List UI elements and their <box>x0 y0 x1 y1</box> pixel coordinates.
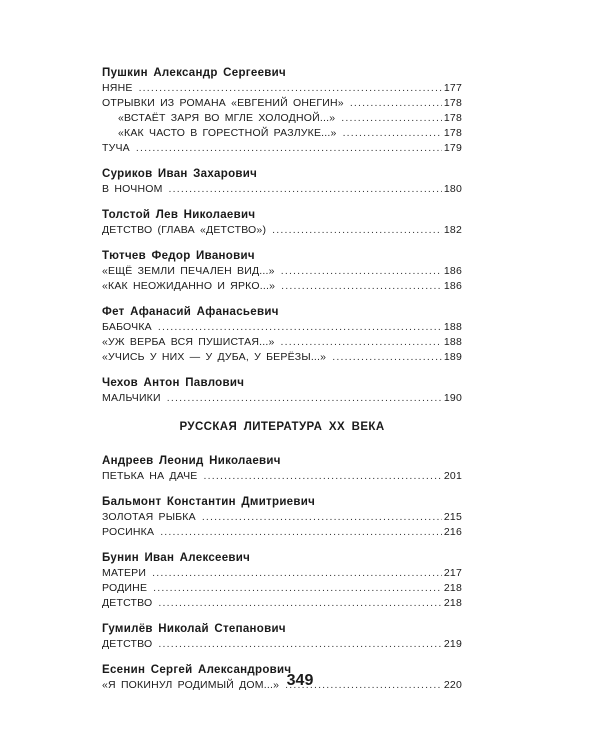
dot-leader <box>152 566 442 581</box>
author-block <box>102 305 462 365</box>
work-page-number: 201 <box>443 470 462 482</box>
toc-entry[interactable] <box>102 637 462 652</box>
work-title: МАЛЬЧИКИ <box>102 392 161 404</box>
author-block <box>102 495 462 540</box>
author-name: Пушкин Александр Сергеевич <box>102 67 286 79</box>
work-title: «УЧИСЬ У НИХ — У ДУБА, У БЕРЁЗЫ...» <box>102 351 327 363</box>
work-page-number: 180 <box>443 183 462 195</box>
toc-entry[interactable] <box>102 469 462 484</box>
author-name: Толстой Лев Николаевич <box>102 209 256 221</box>
work-page-number: 218 <box>443 582 462 594</box>
dot-leader <box>153 581 442 596</box>
work-title: БАБОЧКА <box>102 321 152 333</box>
author-block <box>102 249 462 294</box>
dot-leader <box>136 141 442 156</box>
work-title: ДЕТСТВО (ГЛАВА «ДЕТСТВО») <box>102 224 267 236</box>
toc-entry[interactable] <box>102 596 462 611</box>
work-title: ЗОЛОТАЯ РЫБКА <box>102 511 196 523</box>
toc-entry[interactable] <box>102 81 462 96</box>
toc-entry[interactable] <box>102 182 462 197</box>
work-title: ТУЧА <box>102 142 130 154</box>
toc-group-20th-century <box>102 454 462 693</box>
work-title: «ЕЩЁ ЗЕМЛИ ПЕЧАЛЕН ВИД...» <box>102 265 275 277</box>
dot-leader <box>158 320 442 335</box>
work-page-number: 189 <box>443 351 462 363</box>
toc-entry[interactable] <box>102 96 462 111</box>
toc-entry[interactable] <box>102 279 462 294</box>
toc-entry[interactable] <box>102 320 462 335</box>
author-name: Чехов Антон Павлович <box>102 377 245 389</box>
dot-leader <box>204 469 442 484</box>
dot-leader <box>158 596 441 611</box>
work-page-number: 177 <box>443 82 462 94</box>
dot-leader <box>202 510 442 525</box>
toc-entry[interactable] <box>102 223 462 238</box>
dot-leader <box>160 525 442 540</box>
dot-leader <box>272 223 442 238</box>
author-name: Бунин Иван Алексеевич <box>102 552 251 564</box>
author-name: Бальмонт Константин Дмитриевич <box>102 496 316 508</box>
author-block <box>102 208 462 238</box>
toc-entry[interactable] <box>102 510 462 525</box>
work-page-number: 182 <box>443 224 462 236</box>
work-page-number: 220 <box>443 679 462 691</box>
author-name: Суриков Иван Захарович <box>102 168 258 180</box>
dot-leader <box>343 126 442 141</box>
work-page-number: 178 <box>443 127 462 139</box>
toc-entry[interactable] <box>102 566 462 581</box>
work-page-number: 216 <box>443 526 462 538</box>
toc-entry[interactable] <box>102 350 462 365</box>
author-name: Тютчев Федор Иванович <box>102 250 255 262</box>
toc-entry[interactable] <box>102 391 462 406</box>
dot-leader <box>281 279 442 294</box>
toc-entry[interactable] <box>102 111 462 126</box>
work-page-number: 188 <box>443 336 462 348</box>
author-block <box>102 454 462 484</box>
work-title: «КАК НЕОЖИДАННО И ЯРКО...» <box>102 280 276 292</box>
work-title: ДЕТСТВО <box>102 638 153 650</box>
dot-leader <box>167 391 442 406</box>
author-block <box>102 66 462 156</box>
work-title: «УЖ ВЕРБА ВСЯ ПУШИСТАЯ...» <box>102 336 275 348</box>
work-page-number: 178 <box>443 97 462 109</box>
work-title: НЯНЕ <box>102 82 133 94</box>
dot-leader <box>332 350 442 365</box>
author-name: Гумилёв Николай Степанович <box>102 623 286 635</box>
section-heading: РУССКАЯ ЛИТЕРАТУРА XX ВЕКА <box>179 421 385 433</box>
work-page-number: 215 <box>443 511 462 523</box>
toc-entry[interactable] <box>102 335 462 350</box>
page-number: 349 <box>286 672 314 689</box>
toc-entry[interactable] <box>102 126 462 141</box>
work-page-number: 188 <box>443 321 462 333</box>
work-title: РОСИНКА <box>102 526 155 538</box>
dot-leader <box>169 182 442 197</box>
dot-leader <box>158 637 441 652</box>
work-title: «КАК ЧАСТО В ГОРЕСТНОЙ РАЗЛУКЕ...» <box>118 127 337 139</box>
work-page-number: 218 <box>443 597 462 609</box>
work-page-number: 217 <box>443 567 462 579</box>
author-block <box>102 622 462 652</box>
dot-leader <box>281 335 442 350</box>
work-page-number: 186 <box>443 280 462 292</box>
author-block <box>102 167 462 197</box>
author-name: Фет Афанасий Афанасьевич <box>102 306 279 318</box>
work-title: ОТРЫВКИ ИЗ РОМАНА «ЕВГЕНИЙ ОНЕГИН» <box>102 97 344 109</box>
work-title: ПЕТЬКА НА ДАЧЕ <box>102 470 198 482</box>
work-title: РОДИНЕ <box>102 582 148 594</box>
dot-leader <box>281 264 442 279</box>
dot-leader <box>350 96 442 111</box>
author-name: Есенин Сергей Александрович <box>102 664 292 676</box>
toc-entry[interactable] <box>102 264 462 279</box>
author-block <box>102 551 462 611</box>
author-block <box>102 376 462 406</box>
toc-entry[interactable] <box>102 581 462 596</box>
dot-leader <box>139 81 442 96</box>
work-title: «ВСТАЁТ ЗАРЯ ВО МГЛЕ ХОЛОДНОЙ...» <box>118 112 336 124</box>
work-page-number: 179 <box>443 142 462 154</box>
work-page-number: 186 <box>443 265 462 277</box>
work-title: МАТЕРИ <box>102 567 147 579</box>
author-name: Андреев Леонид Николаевич <box>102 455 281 467</box>
table-of-contents <box>102 66 462 704</box>
work-page-number: 190 <box>443 392 462 404</box>
dot-leader <box>341 111 442 126</box>
work-title: В НОЧНОМ <box>102 183 163 195</box>
work-title: ДЕТСТВО <box>102 597 153 609</box>
toc-entry[interactable] <box>102 525 462 540</box>
work-title: «Я ПОКИНУЛ РОДИМЫЙ ДОМ...» <box>102 679 280 691</box>
work-page-number: 178 <box>443 112 462 124</box>
toc-group-19th-century <box>102 66 462 406</box>
work-page-number: 219 <box>443 638 462 650</box>
toc-entry[interactable] <box>102 141 462 156</box>
